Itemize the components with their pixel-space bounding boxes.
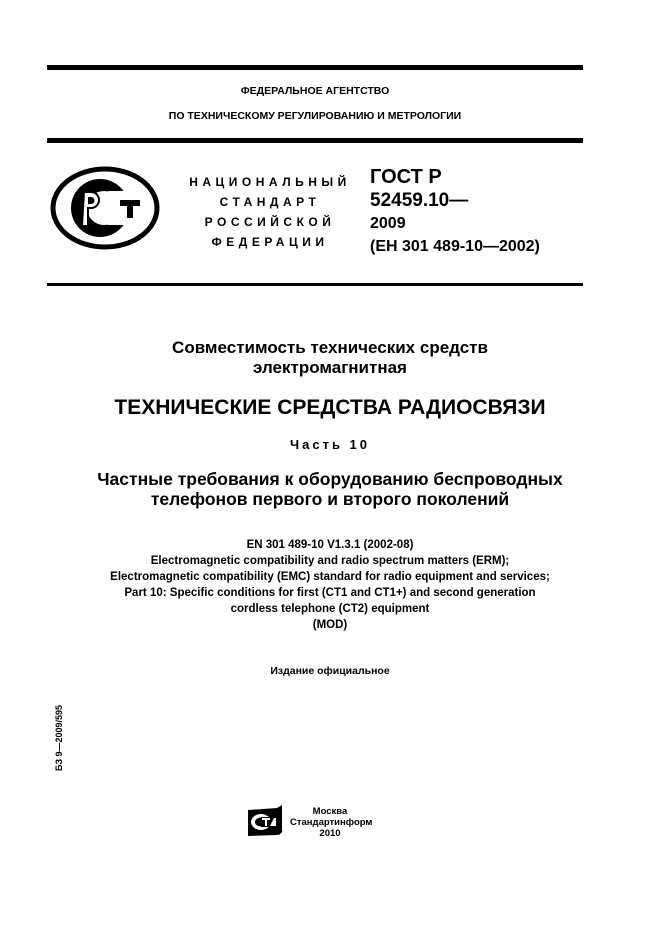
agency-name-line-2: ПО ТЕХНИЧЕСКОМУ РЕГУЛИРОВАНИЮ И МЕТРОЛОГИИ	[168, 110, 462, 122]
subtitle-line-2: телефонов первого и второго поколений	[150, 489, 510, 509]
subtitle-line-1: Частные требования к оборудованию беспроводных	[97, 469, 563, 489]
standard-type-line-4: ФЕДЕРАЦИИ	[211, 235, 329, 249]
title-group	[30, 338, 630, 378]
source-standard-line: cordless telephone (CT2) equipment	[230, 603, 430, 615]
official-edition-label: Издание официальное	[270, 665, 390, 677]
designation-line-1: ГОСТ Р	[370, 166, 442, 188]
top-rule	[47, 65, 583, 70]
publisher-city: Москва	[312, 806, 348, 817]
standard-designation	[370, 166, 540, 258]
print-code: БЗ 9—2009/595	[54, 704, 64, 772]
standard-type-line-2: СТАНДАРТ	[219, 195, 321, 209]
publisher-info	[290, 806, 373, 839]
publisher-name: Стандартинформ	[290, 817, 373, 828]
source-standard-line: EN 301 489-10 V1.3.1 (2002-08)	[246, 539, 414, 551]
main-title: ТЕХНИЧЕСКИЕ СРЕДСТВА РАДИОСВЯЗИ	[114, 396, 546, 419]
standard-type	[180, 172, 360, 252]
part-number: Часть 10	[289, 437, 371, 452]
source-standard-line: Part 10: Specific conditions for first (CT1 and CT1+) and second generation	[124, 587, 536, 599]
agency-name-line-1: ФЕДЕРАЛЬНОЕ АГЕНТСТВО	[240, 85, 390, 97]
standard-type-line-1: НАЦИОНАЛЬНЫЙ	[189, 175, 351, 189]
standard-type-line-3: РОССИЙСКОЙ	[204, 215, 336, 229]
source-standard-line: (MOD)	[312, 619, 348, 631]
source-standard	[30, 537, 630, 633]
title-block-rule	[47, 283, 583, 286]
designation-line-2: 52459.10—	[370, 190, 469, 211]
header-bottom-rule	[47, 138, 583, 143]
gost-r-logo-icon	[50, 166, 160, 250]
title-group-line-1: Совместимость технических средств	[172, 338, 488, 357]
subtitle	[30, 469, 630, 509]
source-standard-line: Electromagnetic compatibility (EMC) standard for radio equipment and services;	[110, 571, 550, 583]
publisher-year: 2010	[319, 828, 341, 839]
standartinform-logo-icon	[245, 804, 285, 838]
source-standard-line: Electromagnetic compatibility and radio spectrum matters (ERM);	[150, 555, 510, 567]
designation-line-4: (ЕН 301 489-10—2002)	[370, 238, 540, 255]
designation-line-3: 2009	[370, 215, 406, 232]
title-group-line-2: электромагнитная	[253, 358, 407, 377]
